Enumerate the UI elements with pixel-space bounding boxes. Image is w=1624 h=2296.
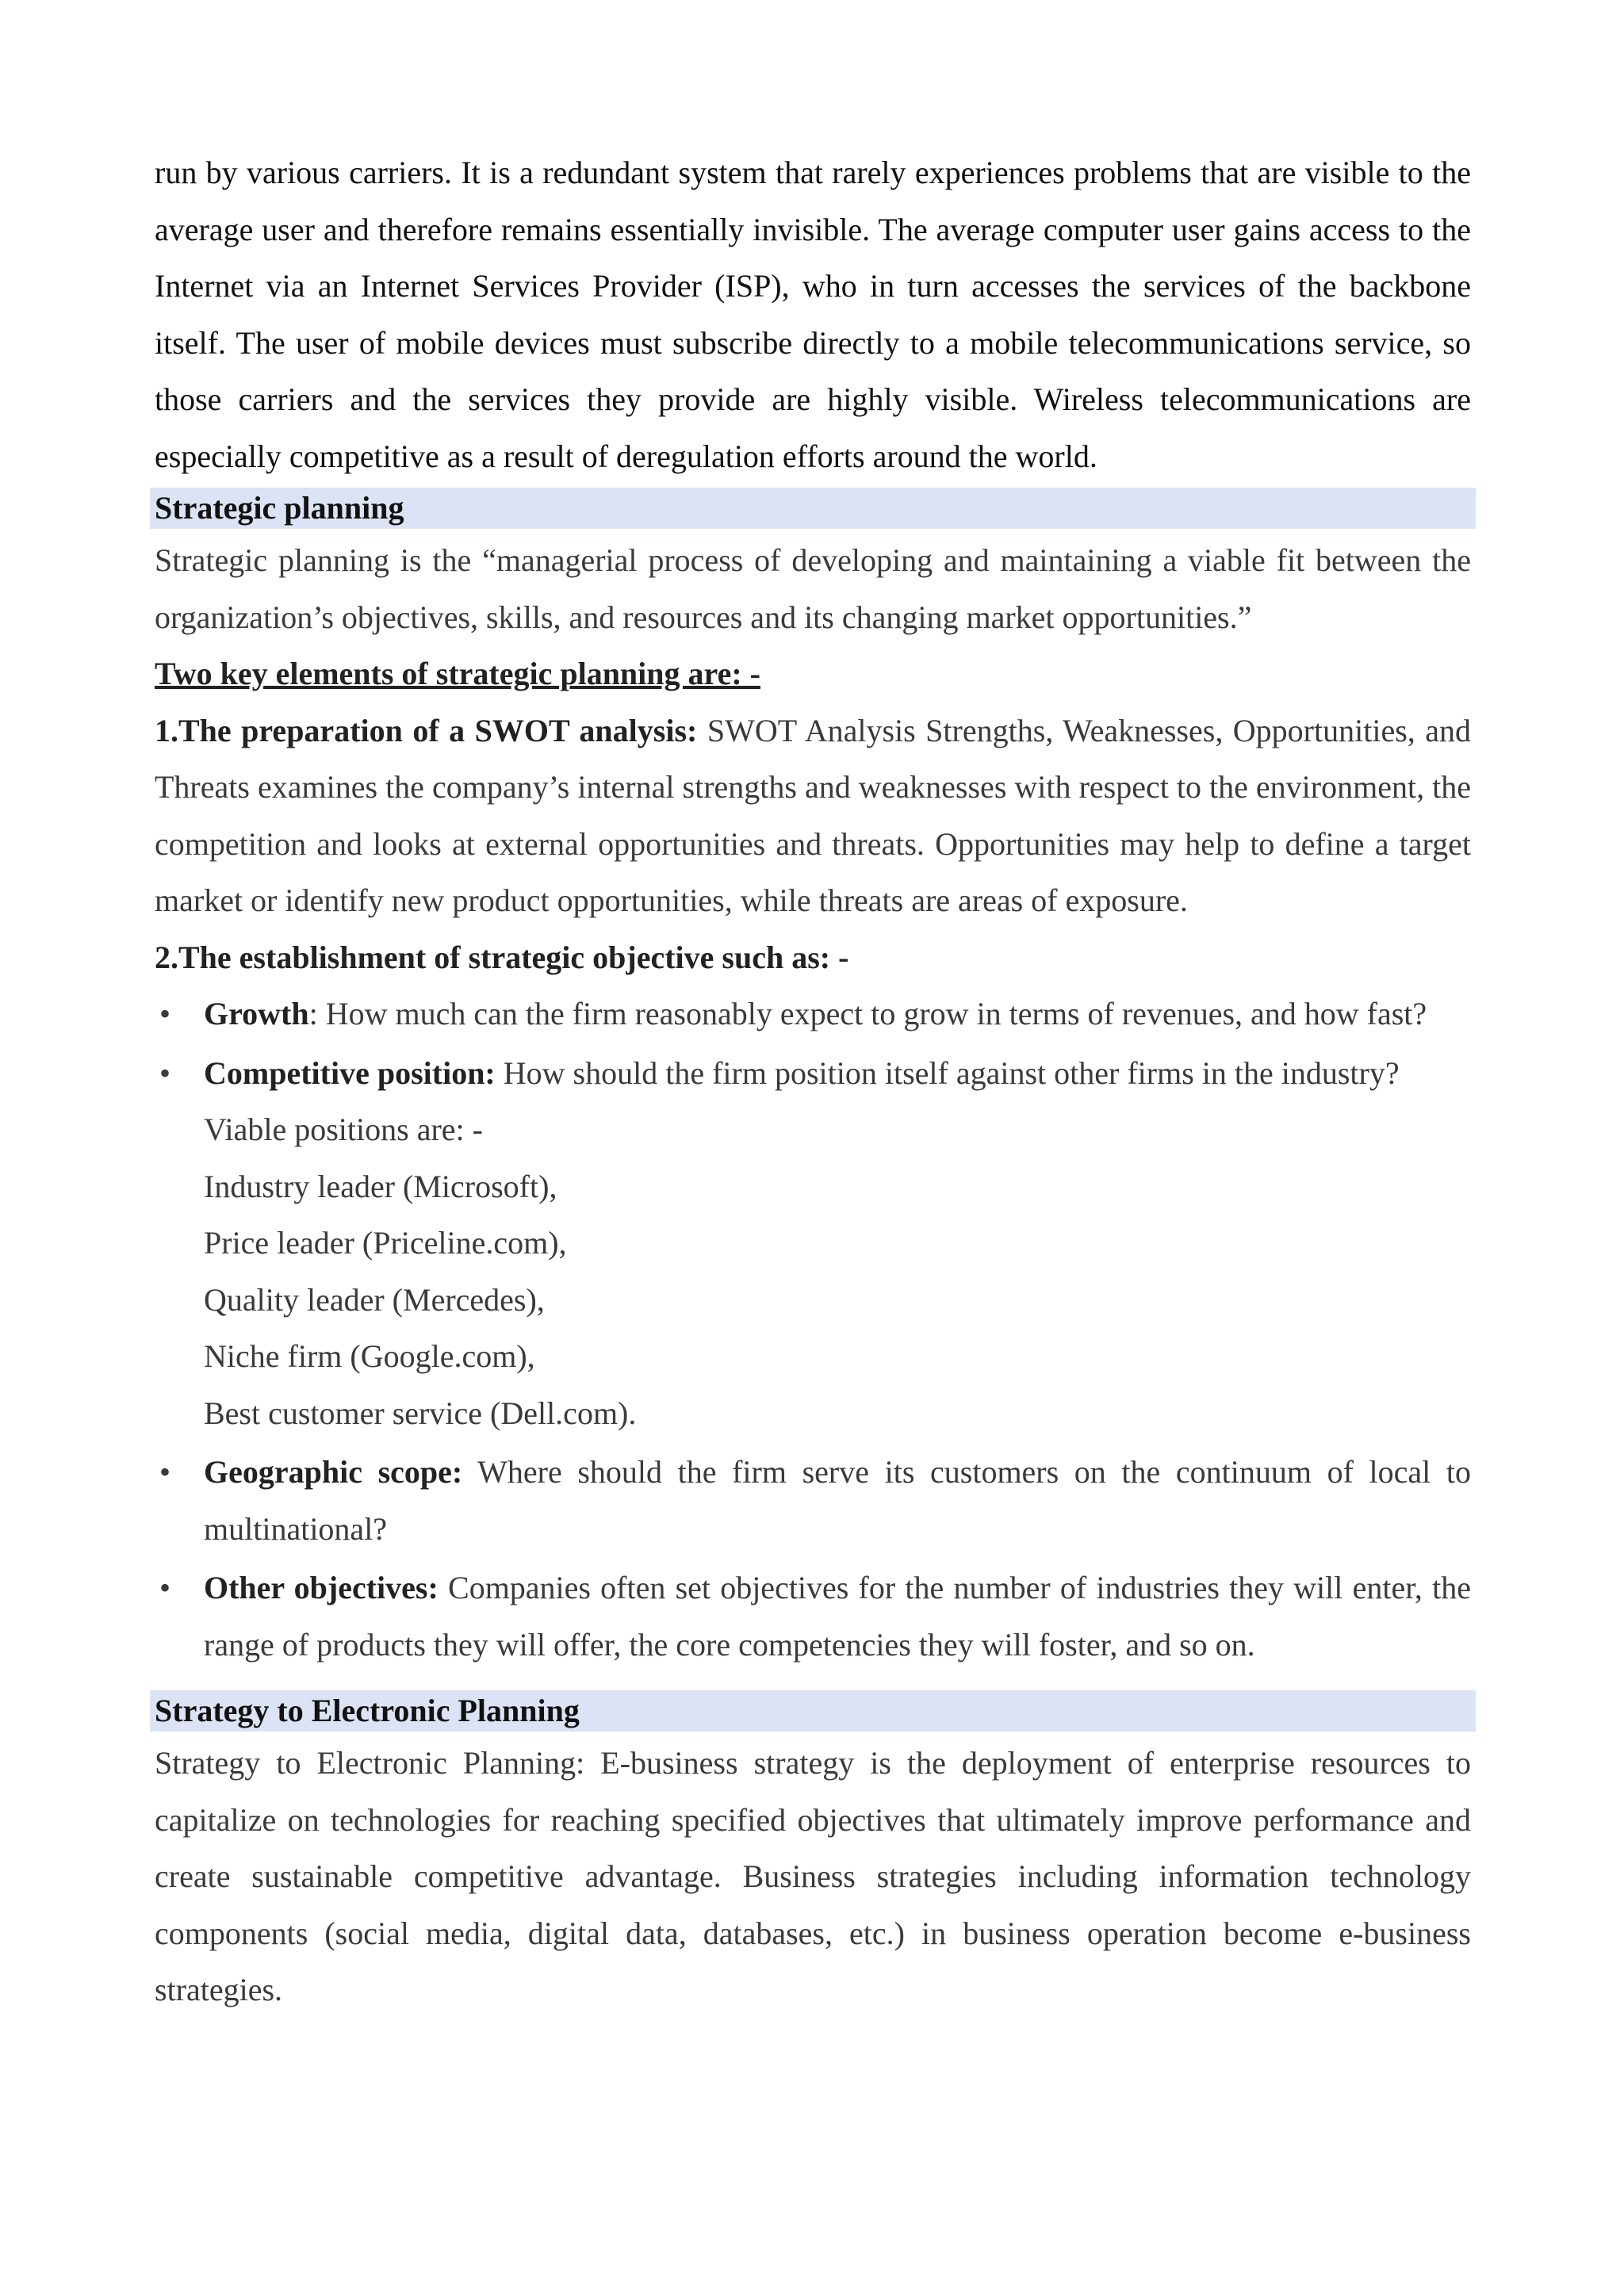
list-item-competitive-position bbox=[155, 1045, 1471, 1442]
position-best-customer-service: Best customer service (Dell.com). bbox=[204, 1395, 637, 1431]
swot-text: SWOT Analysis Strengths, Weaknesses, Opportunities, and Threats examines the company’s internal strengths and weaknesses with respect to the environment, the competition and looks at external opportunities and threats. Opportunities may help to define a target market or identify new product opportunities, while threats are areas of exposure. bbox=[155, 712, 1472, 918]
list-item-geographic-scope bbox=[155, 1444, 1471, 1557]
bullet-icon: • bbox=[159, 996, 171, 1031]
position-price-leader: Price leader (Priceline.com), bbox=[204, 1225, 567, 1261]
electronic-planning-heading: Strategy to Electronic Planning bbox=[150, 1690, 1476, 1732]
electronic-planning-paragraph: Strategy to Electronic Planning: E-business strategy is the deployment of enterprise resources to capitalize on technologies for reaching specified objectives that ultimately improve performance and create sustainable competitive advantage. Business strategies including information technology components (social media, digital data, databases, etc.) in business operation become e-business strategies. bbox=[155, 1745, 1471, 2007]
geographic-label: Geographic scope: bbox=[204, 1454, 463, 1490]
geographic-text: Where should the firm serve its customers on the continuum of local to multinational? bbox=[204, 1454, 1472, 1547]
intro-paragraph: run by various carriers. It is a redundant system that rarely experiences problems that are visible to the average user and therefore remains essentially invisible. The average computer user gains access to the Internet via an Internet Services Provider (ISP), who in turn accesses the services of the backbone itself. The user of mobile devices must subscribe directly to a mobile telecommunications service, so those carriers and the services they provide are highly visible. Wireless telecommunications are especially competitive as a result of deregulation efforts around the world. bbox=[155, 155, 1471, 474]
competitive-text: How should the firm position itself against other firms in the industry? bbox=[495, 1054, 1400, 1091]
competitive-label: Competitive position: bbox=[204, 1054, 496, 1091]
swot-paragraph bbox=[155, 702, 1471, 929]
bullet-icon: • bbox=[159, 1570, 171, 1605]
other-text: Companies often set objectives for the number of industries they will enter, the range of products they will offer, the core competencies they will foster, and so on. bbox=[204, 1570, 1471, 1663]
bullet-icon: • bbox=[159, 1054, 171, 1091]
growth-text: : How much can the firm reasonably expect to grow in terms of revenues, and how fast? bbox=[308, 996, 1427, 1031]
other-label: Other objectives: bbox=[204, 1570, 439, 1605]
section-spacer bbox=[155, 1673, 1471, 1687]
strategic-planning-definition: Strategic planning is the “managerial process of developing and maintaining a viable fit between the organization’s objectives, skills, and resources and its changing market opportunities.” bbox=[155, 542, 1471, 635]
position-niche-firm: Niche firm (Google.com), bbox=[204, 1338, 535, 1374]
swot-label: 1.The preparation of a SWOT analysis: bbox=[155, 712, 698, 748]
bullet-icon: • bbox=[159, 1454, 171, 1490]
objectives-heading: 2.The establishment of strategic objective such as: - bbox=[155, 939, 849, 975]
position-quality-leader: Quality leader (Mercedes), bbox=[204, 1281, 545, 1318]
strategic-planning-heading: Strategic planning bbox=[150, 488, 1476, 529]
list-item-growth bbox=[155, 985, 1471, 1043]
objectives-list bbox=[155, 985, 1471, 1673]
position-industry-leader: Industry leader (Microsoft), bbox=[204, 1168, 557, 1204]
growth-label: Growth bbox=[204, 996, 309, 1031]
list-item-other-objectives bbox=[155, 1559, 1471, 1673]
document-page bbox=[155, 144, 1471, 2019]
key-elements-heading: Two key elements of strategic planning are: - bbox=[155, 656, 760, 691]
viable-positions-line: Viable positions are: - bbox=[204, 1112, 483, 1147]
